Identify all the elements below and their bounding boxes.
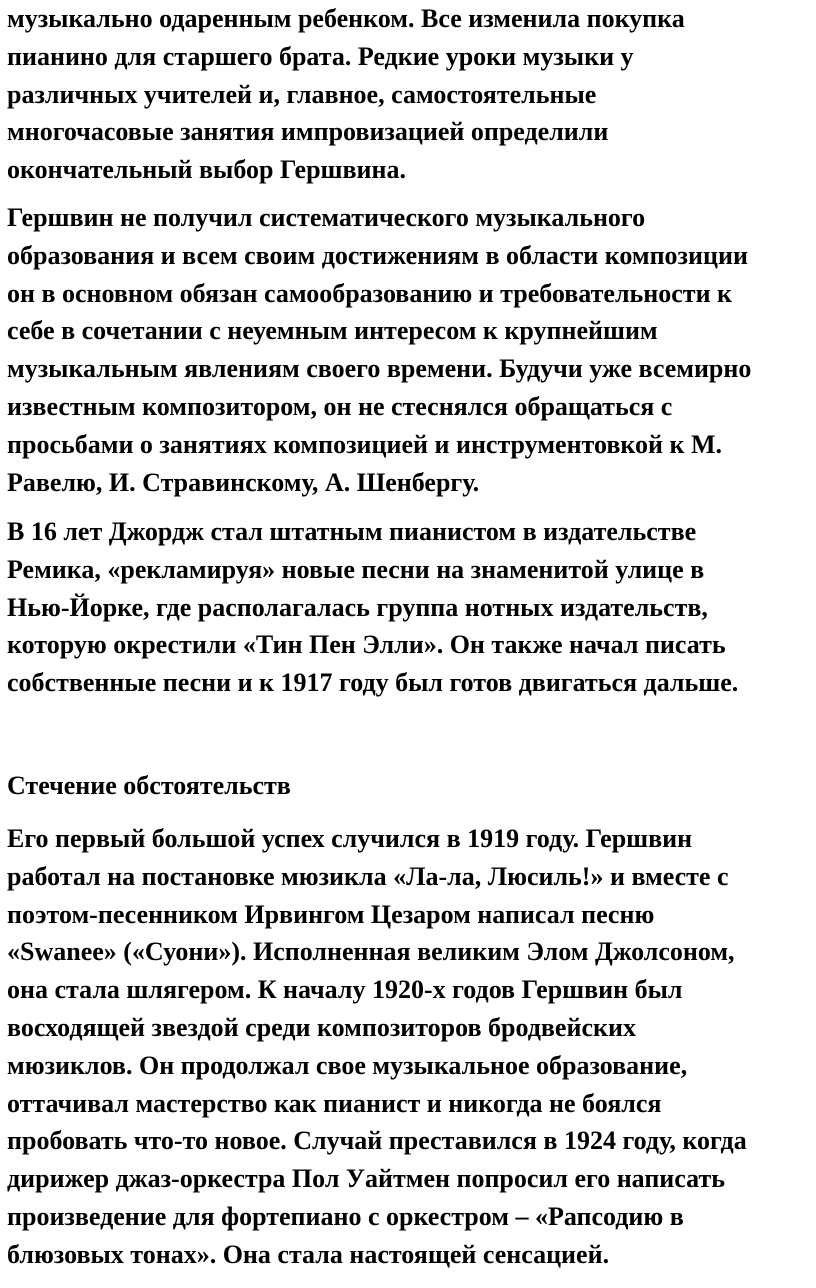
text-line: пробовать что-то новое. Случай преставился в 1924 году, когда	[7, 1126, 747, 1156]
text-line: Гершвин не получил систематического музыкального	[7, 203, 646, 232]
paragraph-childhood	[7, 0, 812, 189]
text-line: Нью-Йорке, где располагалась группа нотных издательств,	[7, 592, 708, 622]
text-line: он в основном обязан самообразованию и требовательности к	[7, 278, 733, 308]
text-line: дирижер джаз-оркестра Пол Уайтмен попросил его написать	[7, 1164, 725, 1194]
text-line: музыкально одаренным ребенком. Все изменила покупка	[7, 4, 685, 33]
paragraph-first-success	[7, 820, 812, 1274]
text-line: окончательный выбор Гершвина.	[7, 155, 406, 185]
text-line: собственные песни и к 1917 году был готов двигаться дальше.	[7, 668, 739, 698]
text-line: Ремика, «рекламируя» новые песни на знаменитой улице в	[7, 554, 705, 584]
text-line: музыкальным явлениям своего времени. Будучи уже всемирно	[7, 354, 752, 384]
text-line: работал на постановке мюзикла «Ла-ла, Люсиль!» и вместе с	[7, 861, 729, 891]
text-line: различных учителей и, главное, самостоятельные	[7, 79, 597, 109]
text-line: мюзиклов. Он продолжал свое музыкальное образование,	[7, 1050, 688, 1080]
text-line: которую окрестили «Тин Пен Элли». Он также начал писать	[7, 630, 726, 660]
text-line: восходящей звездой среди композиторов бродвейских	[7, 1012, 636, 1042]
text-line: Его первый большой успех случился в 1919 году. Гершвин	[7, 824, 693, 853]
text-line: образования и всем своим достижениям в области композиции	[7, 240, 748, 270]
text-line: произведение для фортепиано с оркестром – «Рапсодию в	[7, 1201, 684, 1231]
paragraph-self-education	[7, 199, 812, 501]
text-line: многочасовые занятия импровизацией определили	[7, 117, 609, 147]
text-line: «Swanee» («Суони»). Исполненная великим Элом Джолсоном,	[7, 937, 735, 967]
text-line: она стала шлягером. К началу 1920-х годов Гершвин был	[7, 975, 683, 1005]
text-line: пианино для старшего брата. Редкие уроки музыки у	[7, 41, 634, 71]
text-line: себе в сочетании с неуемным интересом к крупнейшим	[7, 316, 658, 346]
text-line: Равелю, И. Стравинскому, А. Шенбергу.	[7, 467, 480, 497]
paragraph-tin-pan-alley	[7, 513, 812, 702]
text-line: поэтом-песенником Ирвингом Цезаром написал песню	[7, 899, 655, 929]
section-heading: Стечение обстоятельств	[7, 771, 291, 800]
text-line: оттачивал мастерство как пианист и никогда не боялся	[7, 1088, 662, 1118]
text-line: блюзовых тонах». Она стала настоящей сенсацией.	[7, 1239, 610, 1269]
text-line: известным композитором, он не стеснялся обращаться с	[7, 391, 673, 421]
text-line: просьбами о занятиях композицией и инструментовкой к М.	[7, 429, 723, 459]
text-line: В 16 лет Джордж стал штатным пианистом в издательстве	[7, 517, 697, 546]
